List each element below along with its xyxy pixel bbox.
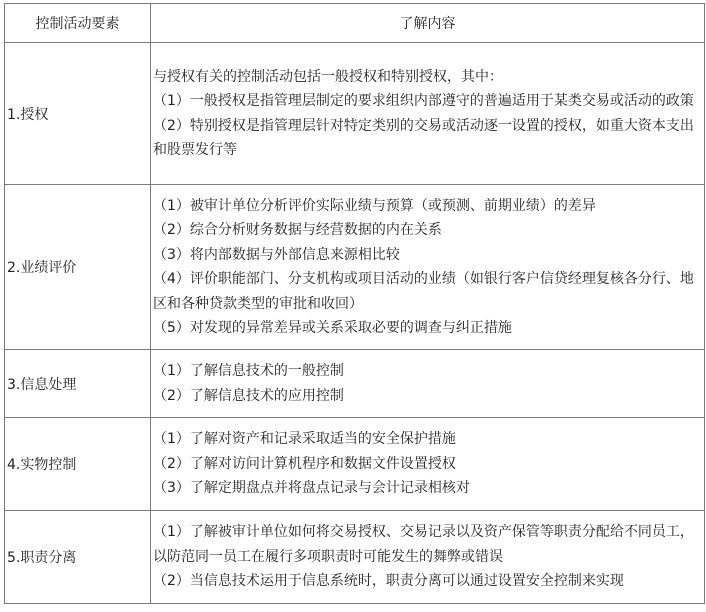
row-label: 1.授权 [5,43,151,185]
control-activities-table [4,3,705,604]
row-content [151,43,705,185]
content-line: （1）了解被审计单位如何将交易授权、交易记录以及资产保管等职责分配给不同员工，以防范同一员工在履行多项职责时可能发生的舞弊或错误 [153,524,694,565]
content-line: 与授权有关的控制活动包括一般授权和特别授权，其中： [153,68,503,85]
row-content [151,185,705,350]
row-label: 5.职责分离 [5,511,151,604]
header-row [5,4,705,43]
row-label: 3.信息处理 [5,350,151,418]
content-line: （2）当信息技术运用于信息系统时，职责分离可以通过设置安全控制来实现 [153,573,624,590]
content-line: （1）被审计单位分析评价实际业绩与预算（或预测、前期业绩）的差异 [153,197,596,214]
table-row [5,511,705,604]
table-row [5,418,705,511]
header-content: 了解内容 [151,4,705,43]
content-line: （1）一般授权是指管理层制定的要求组织内部遵守的普遍适用于某类交易或活动的政策 [153,93,694,109]
row-content [151,350,705,418]
content-line: （5）对发现的异常差异或关系采取必要的调查与纠正措施 [153,320,512,336]
row-label: 4.实物控制 [5,418,151,511]
header-element: 控制活动要素 [5,4,151,43]
content-line: （2）特别授权是指管理层针对特定类别的交易或活动逐一设置的授权，如重大资本支出和股票发行等 [153,117,694,158]
content-line: （2）了解信息技术的应用控制 [153,387,344,404]
content-line: （3）将内部数据与外部信息来源相比较 [153,246,400,263]
content-line: （1）了解对资产和记录采取适当的安全保护措施 [153,431,456,448]
content-line: （2）了解对访问计算机程序和数据文件设置授权 [153,455,456,472]
row-label: 2.业绩评价 [5,185,151,350]
table-row [5,43,705,185]
row-content [151,418,705,511]
table-row [5,185,705,350]
content-line: （2）综合分析财务数据与经营数据的内在关系 [153,222,442,238]
content-line: （1）了解信息技术的一般控制 [153,363,344,379]
content-line: （4）评价职能部门、分支机构或项目活动的业绩（如银行客户信贷经理复核各分行、地区和各种贷款类型的审批和收回） [153,271,694,312]
table-row [5,350,705,418]
row-content [151,511,705,604]
content-line: （3）了解定期盘点并将盘点记录与会计记录相核对 [153,480,470,497]
